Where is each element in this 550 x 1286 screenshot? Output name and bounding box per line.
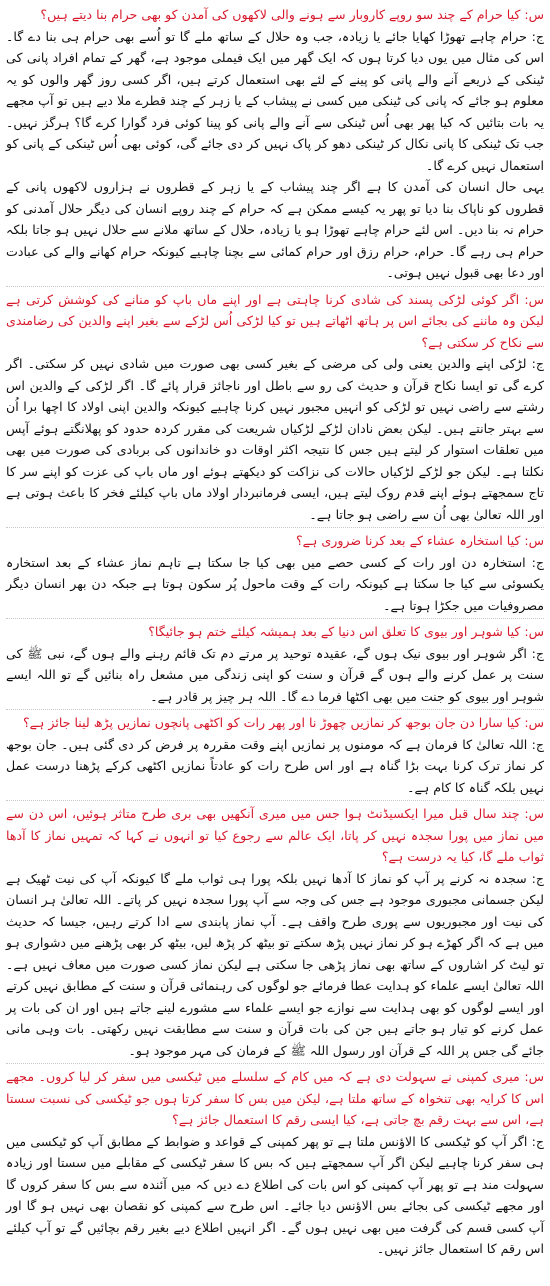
- question-text: س: میری کمپنی نے سہولت دی ہے کہ میں کام کے سلسلے میں ٹیکسی میں سفر کر لیا کروں۔ مجھے اس کا کرایہ بھی تنخواہ کے ساتھ ملتا ہے، لیکن میں بس کا سفر کرتا ہوں جو ٹیکسی کی نسبت سستا ہے، اس سے بہت رقم بچ جاتی ہے، کیا ایسی رقم کا استعمال جائز ہے؟: [6, 1069, 544, 1127]
- answer-block: [6, 734, 544, 799]
- answer-block: [6, 552, 544, 617]
- answer-paragraph: ج: استخارہ دن اور رات کے کسی حصے میں بھی کیا جا سکتا ہے تاہم نماز عشاء کے بعد استخارہ یکسوئی سے کیا جا سکتا ہے کیونکہ رات کے وقت ماحول پُر سکون ہوتا ہے جبکہ دن بھر انسان دیگر مصروفیات میں جکڑا ہوتا ہے۔: [6, 554, 544, 613]
- question-text: س: کیا حرام کے چند سو روپے کاروبار سے ہونے والی لاکھوں کی آمدن کو بھی حرام بنا دیتے ہیں؟: [40, 7, 544, 22]
- answer-block: [6, 353, 544, 525]
- answer-paragraph: ج: لڑکی اپنے والدین یعنی ولی کی مرضی کے بغیر کسی بھی صورت میں شادی نہیں کر سکتی۔ اگر کرے گی تو ایسا نکاح قرآن و حدیث کی رو سے باطل اور ناجائز قرار پائے گا۔ اگر لڑکی کے والدین اس رشتے سے راضی نہیں تو لڑکی کو انہیں مجبور نہیں کرنا چاہیے کیونکہ والدین اپنی اولاد کا اچھا برا اُن سے بہتر جانتے ہیں۔ لیکن بعض نادان لڑکے لڑکیاں شریعت کی مقرر کردہ حدود کو پھلانگتے ہوئے آپس میں تعلقات استوار کر لیتے ہیں جس کا نتیجہ اکثر اوقات دو خاندانوں کی بربادی کی صورت میں بھی نکلتا ہے۔ لیکن جو لڑکے لڑکیاں حالات کی نزاکت کو دیکھتے ہوئے اور ماں باپ کی عزت کو اپنے سر کا تاج سمجھتے ہوئے اپنے قدم روک لیتے ہیں، ایسی فرمانبردار اولاد ماں باپ کیلئے فخر کا باعث ہوتی ہے اور اللہ تعالیٰ بھی اُن سے راضی ہو جاتا ہے۔: [6, 356, 544, 522]
- answer-block: [6, 26, 544, 284]
- question-text: س: کیا استخارہ عشاء کے بعد کرنا ضروری ہے؟: [295, 533, 544, 548]
- answer-paragraph: ج: سجدہ نہ کرنے پر آپ کو نماز کا آدھا نہیں بلکہ پورا ہی ثواب ملے گا کیونکہ آپ کی نیت ٹھیک ہے لیکن جسمانی مجبوری موجود ہے جس کی وجہ سے آپ پورا سجدہ نہیں کر پاتے۔ اللہ تعالیٰ ہر انسان کی نیت اور مجبوریوں سے پوری طرح واقف ہے۔ آپ نماز پابندی سے ادا کرتے رہیں، جیسا کہ حدیث میں ہے کہ اگر کھڑے ہو کر نماز نہیں پڑھ سکتے تو بیٹھ کر پڑھ لیں، بیٹھ کر بھی پڑھنے میں دشواری ہو تو لیٹ کر اشاروں کے ساتھ بھی نماز پڑھی جا سکتی ہے لیکن نماز کسی صورت میں معاف نہیں ہے۔ اللہ تعالیٰ ایسے علماء کو ہدایت عطا فرمائے جو لوگوں کی رہنمائی قرآن و سنت کے مطابق نہیں کرتے اور ایسے لوگوں کو بھی ہدایت سے نوازے جو ایسے علماء سے مشورے لینے جاتے ہیں اور ان کی بات پر عمل کرنے کو تیار ہو جاتے ہیں جن کی بات قرآن و سنت سے مطابقت نہیں رکھتی۔ بات وہی مانی جائے گی جس پر اللہ کے قرآن اور رسول اللہ ﷺ کے فرمان کی مہر موجود ہو۔: [6, 870, 544, 1058]
- divider: [6, 618, 544, 619]
- qa-item-haram-income: [6, 4, 544, 284]
- divider: [6, 1063, 544, 1064]
- question-text: س: کیا شوہر اور بیوی کا تعلق اس دنیا کے بعد ہمیشہ کیلئے ختم ہو جائیگا؟: [148, 624, 544, 639]
- answer-paragraph: ج: اللہ تعالیٰ کا فرمان ہے کہ مومنوں پر نمازیں اپنے وقت مقررہ پر فرض کر دی گئی ہیں۔ جان بوجھ کر نماز ترک کرنا بہت بڑا گناہ ہے اور اس طرح رات کو عادتاً نمازیں اکٹھی کرکے پڑھنا درست عمل نہیں بلکہ گناہ کا کام ہے۔: [6, 736, 544, 795]
- answer-paragraph: یہی حال انسان کی آمدن کا ہے اگر چند پیشاب کے یا زہر کے قطروں نے ہزاروں لاکھوں پانی کے قطروں کو ناپاک بنا دیا تو پھر یہ کیسے ممکن ہے کہ حرام کے چند روپے انسان کی دیگر حلال آمدنی کو حرام نہ بنا دیں۔ اس لئے حرام چاہے تھوڑا ہو یا زیادہ، حلال کے ساتھ ملانے سے حلال نہیں ہو جاتا بلکہ حرام ہی رہے گا۔ حرام، حرام رزق اور حرام کمائی سے بچنا چاہیے کیونکہ حرام کھانے والے کی عبادت اور دعا بھی قبول نہیں ہوتی۔: [6, 179, 544, 280]
- qa-item-missed-prayers: [6, 712, 544, 798]
- divider: [6, 286, 544, 287]
- answer-block: [6, 1131, 544, 1260]
- qa-item-spouse-afterlife: [6, 621, 544, 707]
- divider: [6, 527, 544, 528]
- answer-paragraph: ج: اگر آپ کو ٹیکسی کا الاؤنس ملتا ہے تو پھر کمپنی کے قواعد و ضوابط کے مطابق آپ کو ٹیکسی میں ہی سفر کرنا چاہیے لیکن اگر آپ سمجھتے ہیں کہ بس کا سفر ٹیکسی کے مقابلے میں سستا اور زیادہ سہولت مند ہے تو پھر آپ کمپنی کو اس بات کی اطلاع دے دیں کہ میں آئندہ سے بس کا سفر کروں گا اور مجھے ٹیکسی کی بجائے بس الاؤنس دیا جائے۔ اس طرح سے کمپنی کو نقصان بھی نہیں ہو گا اور آپ کسی قسم کی گرفت میں بھی نہیں ہوں گے۔ اگر انہیں اطلاع دیے بغیر رقم بچائیں گے تو آپ کیلئے اس رقم کا استعمال جائز نہیں۔: [6, 1133, 544, 1256]
- answer-paragraph: ج: حرام چاہے تھوڑا کھایا جائے یا زیادہ، جب وہ حلال کے ساتھ ملے گا تو اُسے بھی حرام ہی بنا دے گا۔ اس کی مثال میں یوں دیا کرتا ہوں کہ ایک گھر میں ایک فیملی موجود ہے، گھر کے تمام افراد پانی کی ٹینکی کے ذریعے آنے والے پانی کو پینے کے لئے بھی استعمال کرتے ہیں، اگر کسی روز گھر والوں کو یہ معلوم ہو جائے کہ پانی کی ٹینکی میں کسی نے پیشاب کے یا زہر کے چند قطرے ملا دیے ہیں تو آپ مجھے یہ بات بتائیں کہ کیا پھر بھی اُس ٹینکی سے آنے والے پانی کو پینا کوئی فرد گوارا کرے گا؟ ہرگز نہیں۔ جب تک ٹینکی کا پانی نکال کر ٹینکی دھو کر پاک نہیں کر دی جائے گی، کوئی بھی اُس ٹینکی کے پانی کو استعمال نہیں کرے گا۔: [6, 28, 544, 173]
- qa-item-taxi-allowance: [6, 1066, 544, 1260]
- question-text: س: اگر کوئی لڑکی پسند کی شادی کرنا چاہتی ہے اور اپنے ماں باپ کو منانے کی کوشش کرتی ہے لیکن وہ ماننے کی بجائے اس پر ہاتھ اٹھاتے ہیں تو کیا لڑکی اُس لڑکے سے بغیر اپنے والدین کی رضامندی سے نکاح کر سکتی ہے؟: [6, 291, 544, 350]
- divider: [6, 709, 544, 710]
- question-text: س: چند سال قبل میرا ایکسیڈنٹ ہوا جس میں میری آنکھیں بھی بری طرح متاثر ہوئیں، اس دن سے میں نماز میں پورا سجدہ نہیں کر پاتا، ایک عالم سے رجوع کیا تو انہوں نے کہا کہ تمہیں نماز کا آدھا ثواب ملے گا، کیا یہ درست ہے؟: [6, 806, 544, 864]
- answer-block: [6, 868, 544, 1062]
- qa-item-marriage-consent: [6, 289, 544, 526]
- answer-paragraph: ج: اگر شوہر اور بیوی نیک ہوں گے، عقیدہ توحید پر مرتے دم تک قائم رہنے والے ہوں گے، نبی ﷺ کی سنت پر عمل کرنے والے ہوں گے قرآن و سنت کو اپنی زندگی میں مشعل راہ بنائیں گے تو اللہ ایسے شوہر اور بیوی کو جنت میں بھی اکٹھا فرما دے گا۔ اللہ ہر چیز پر قادر ہے۔: [6, 645, 544, 704]
- answer-block: [6, 643, 544, 708]
- divider: [6, 800, 544, 801]
- question-text: س: کیا سارا دن جان بوجھ کر نمازیں چھوڑ نا اور پھر رات کو اکٹھی پانچوں نمازیں پڑھ لینا جائز ہے؟: [22, 715, 544, 730]
- qa-item-istikhara: [6, 530, 544, 616]
- qa-item-sajda-disability: [6, 803, 544, 1061]
